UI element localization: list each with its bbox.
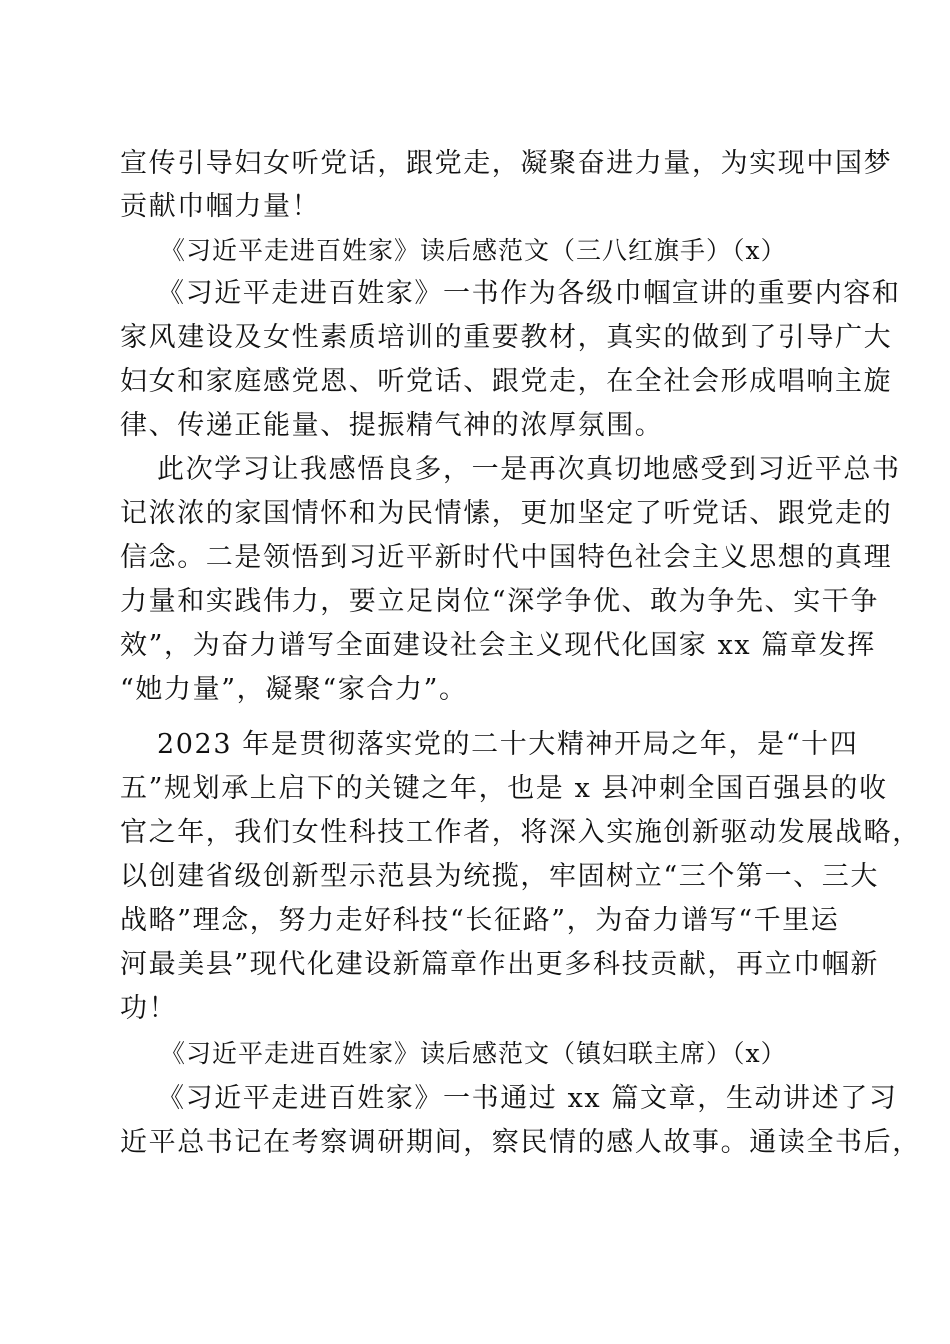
text-line: 信念。二是领悟到习近平新时代中国特色社会主义思想的真理 [120,542,893,573]
section-title: 《习近平走进百姓家》读后感范文（三八红旗手）（x） [160,236,787,265]
text-line: 《习近平走进百姓家》一书作为各级巾帼宣讲的重要内容和 [157,278,901,309]
text-line: 效”，为奋力谱写全面建设社会主义现代化国家 xx 篇章发挥 [120,630,876,661]
text-line: 以创建省级创新型示范县为统揽，牢固树立“三个第一、三大 [120,861,880,892]
text-line: 家风建设及女性素质培训的重要教材，真实的做到了引导广大 [120,322,893,353]
section-title: 《习近平走进百姓家》读后感范文（镇妇联主席）（x） [160,1039,787,1068]
text-line: 妇女和家庭感党恩、听党话、跟党走，在全社会形成唱响主旋 [120,366,893,397]
text-line: 宣传引导妇女听党话，跟党走，凝聚奋进力量，为实现中国梦 [120,148,893,179]
text-line: 官之年，我们女性科技工作者，将深入实施创新驱动发展战略， [120,817,921,848]
text-line: 五”规划承上启下的关键之年，也是 x 县冲刺全国百强县的收 [120,773,888,804]
text-line: 力量和实践伟力，要立足岗位“深学争优、敢为争先、实干争 [120,586,880,617]
text-line: 律、传递正能量、提振精气神的浓厚氛围。 [120,410,664,441]
text-line: 战略”理念，努力走好科技“长征路”，为奋力谱写“千里运 [120,905,840,936]
text-line: “她力量”，凝聚“家合力”。 [120,674,468,705]
text-line: 河最美县”现代化建设新篇章作出更多科技贡献，再立巾帼新 [120,949,880,980]
text-line: 2023 年是贯彻落实党的二十大精神开局之年，是“十四 [157,729,859,760]
text-line: 功！ [120,993,178,1024]
text-line: 《习近平走进百姓家》一书通过 xx 篇文章，生动讲述了习 [157,1083,898,1114]
text-line: 记浓浓的家国情怀和为民情愫，更加坚定了听党话、跟党走的 [120,498,893,529]
text-line: 此次学习让我感悟良多，一是再次真切地感受到习近平总书 [157,454,901,485]
text-line: 贡献巾帼力量！ [120,191,321,222]
text-line: 近平总书记在考察调研期间，察民情的感人故事。通读全书后， [120,1127,921,1158]
